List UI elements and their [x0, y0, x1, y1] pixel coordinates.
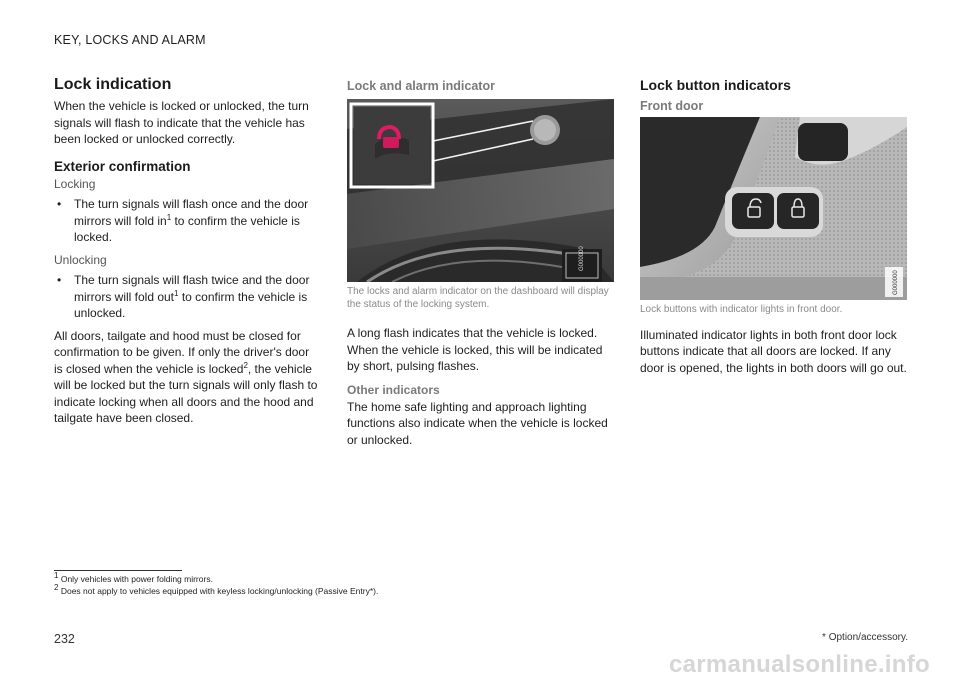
bullet-dot: • [57, 273, 62, 287]
image-code: G000000 [893, 270, 899, 295]
page-number: 232 [54, 632, 75, 646]
locking-label: Locking [54, 176, 96, 191]
running-header: KEY, LOCKS AND ALARM [54, 33, 206, 47]
unlocking-label: Unlocking [54, 252, 107, 267]
section-title: Lock button indicators [640, 77, 791, 93]
flash-paragraph: A long flash indicates that the vehicle is locked. When the vehicle is locked, this will be indicated by short, pulsing flashes. [347, 326, 603, 373]
section-title: Lock indication [54, 76, 172, 93]
other-indicators-paragraph: The home safe lighting and approach lighting functions also indicate when the vehicle is locked or unlocked. [347, 399, 608, 447]
footnote-divider [54, 570, 182, 571]
indicator-paragraph: Illuminated indicator lights in both front door lock buttons indicate that all doors are locked. If any door is opened, the lights in both doors will go out. [640, 327, 907, 375]
option-accessory-note: * Option/accessory. [822, 632, 908, 643]
site-watermark: carmanualsonline.info [668, 651, 930, 678]
subsection-title: Exterior confirmation [54, 158, 191, 174]
column-lock-alarm-indicator [347, 79, 615, 448]
image-caption: The locks and alarm indicator on the dashboard will display the status of the locking system. [347, 286, 609, 310]
unlocking-bullet: • The turn signals will flash twice and the door mirrors will fold out$^1$ to confirm the vehicle is unlocked. [57, 273, 310, 320]
footnote-1: $^1$ Only vehicles with power folding mirrors. [54, 571, 213, 584]
image-caption: Lock buttons with indicator lights in front door. [640, 304, 843, 315]
footnote-ref: 1 [174, 288, 179, 298]
door-lock-buttons-photo [640, 117, 907, 300]
subsection-title: Front door [640, 99, 704, 113]
section-title: Lock and alarm indicator [347, 79, 495, 93]
closure-paragraph: All doors, tailgate and hood must be closed for confirmation to be given. If only the driver's door is closed when the vehicle is locked$^2$, the vehicle will be locked but the turn signals will only flash to indicate locking when all doors and the hood and tailgate have been closed. [54, 328, 318, 425]
column-lock-indication [54, 76, 320, 427]
intro-paragraph: When the vehicle is locked or unlocked, the turn signals will flash to indicate that the vehicle has been locked or unlocked correctly. [54, 99, 309, 146]
dashboard-indicator-photo [347, 99, 614, 282]
image-code: G000000 [579, 246, 585, 271]
column-lock-button-indicators [640, 77, 908, 376]
footnote-ref: 2 [243, 360, 248, 370]
subsection-title: Other indicators [347, 382, 440, 397]
footnote-2: $^2$ Does not apply to vehicles equipped with keyless locking/unlocking (Passive Entry*). [54, 583, 379, 596]
footnote-ref: 1 [166, 212, 172, 222]
locking-bullet: • The turn signals will flash once and the door mirrors will fold $in^1$ to confirm the vehicle is locked. [57, 197, 309, 244]
bullet-dot: • [57, 197, 62, 211]
